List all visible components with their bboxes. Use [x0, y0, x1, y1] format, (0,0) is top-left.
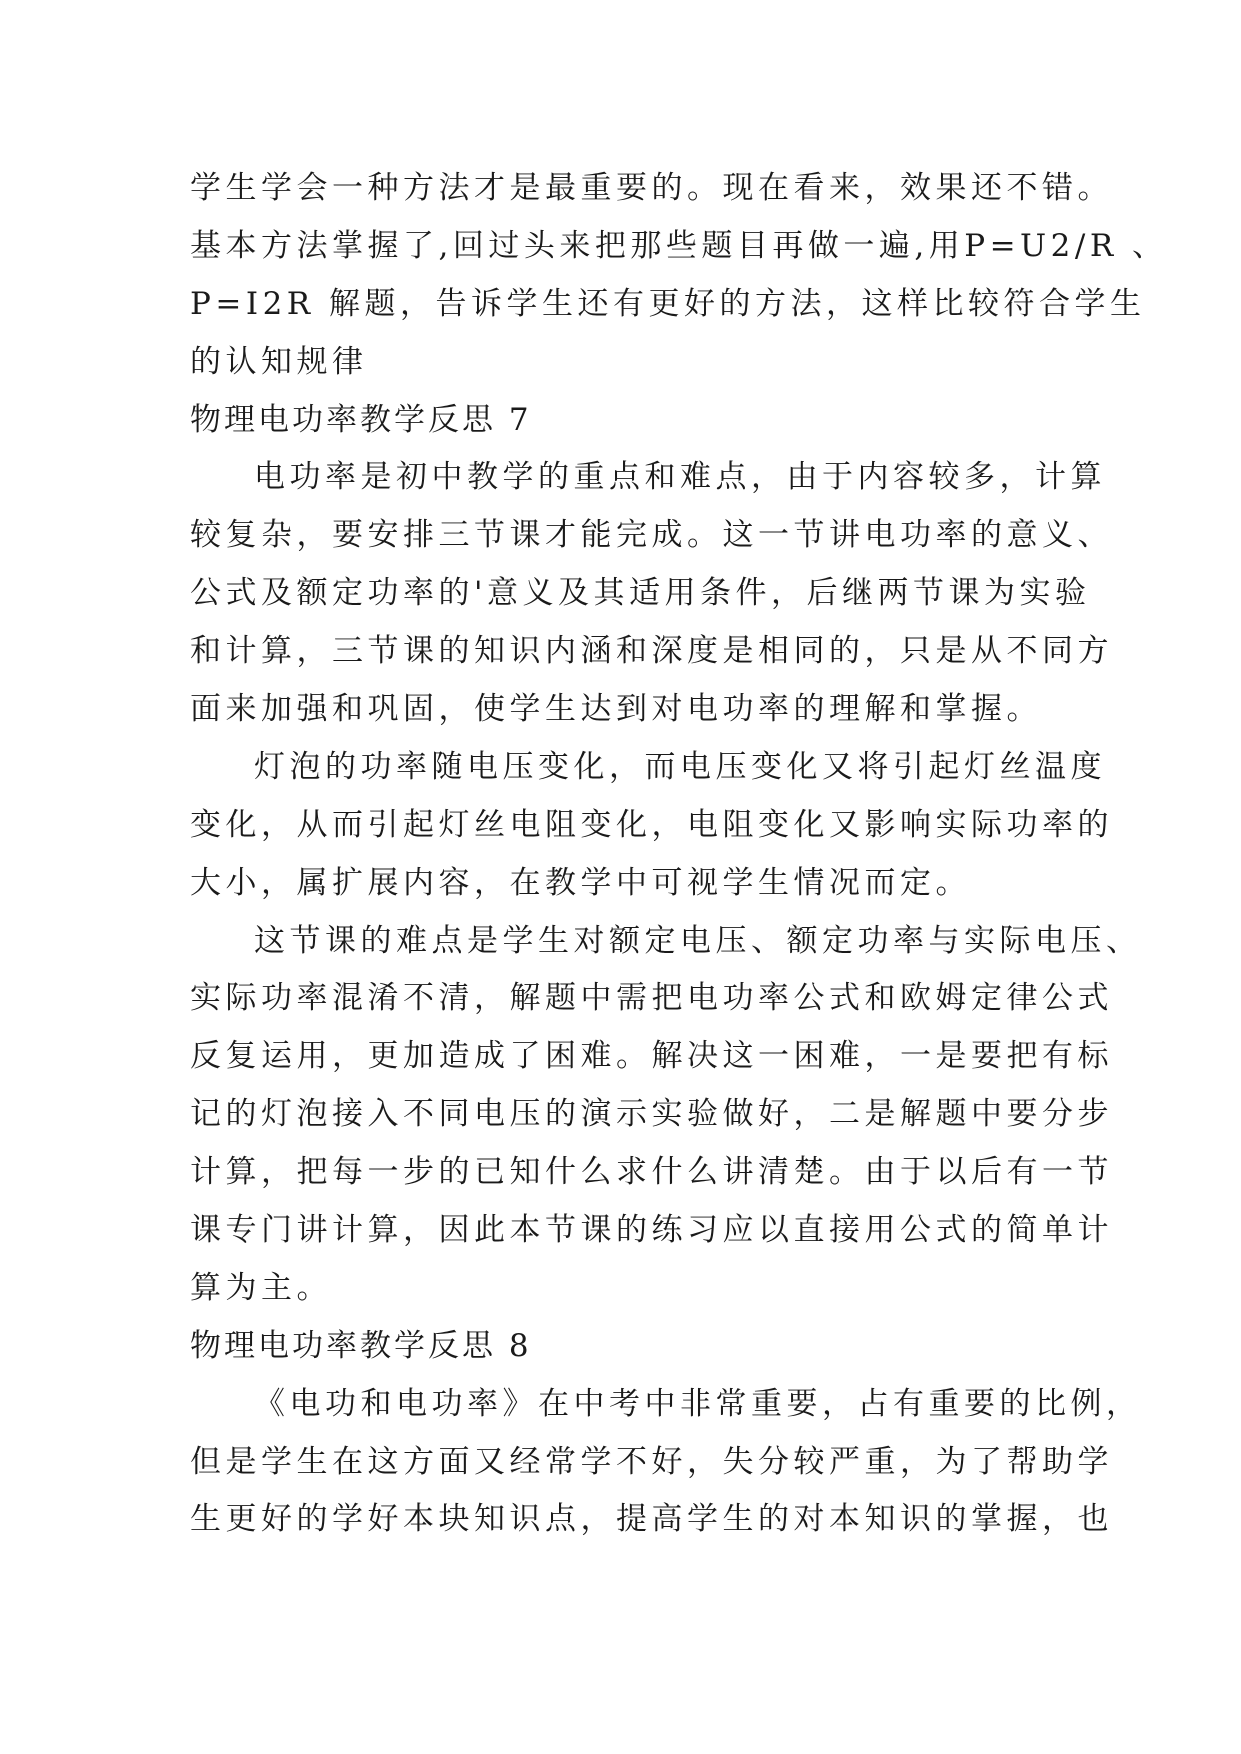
text-line: 课专门讲计算，因此本节课的练习应以直接用公式的简单计: [190, 1212, 1113, 1249]
text-line: 反复运用，更加造成了困难。解决这一困难，一是要把有标: [190, 1038, 1113, 1075]
text-line: 这节课的难点是学生对额定电压、额定功率与实际电压、: [254, 922, 1142, 959]
text-line: 《电功和电功率》在中考中非常重要，占有重要的比例，: [254, 1385, 1142, 1422]
text-line: 变化，从而引起灯丝电阻变化，电阻变化又影响实际功率的: [190, 806, 1113, 843]
text-line: 记的灯泡接入不同电压的演示实验做好，二是解题中要分步: [190, 1096, 1113, 1133]
text-line: 生更好的学好本块知识点，提高学生的对本知识的掌握，也: [190, 1501, 1113, 1538]
text-line: 大小，属扩展内容，在教学中可视学生情况而定。: [190, 864, 971, 901]
text-line: 的认知规律: [190, 343, 368, 380]
text-line: 灯泡的功率随电压变化，而电压变化又将引起灯丝温度: [254, 748, 1106, 785]
text-line: 公式及额定功率的'意义及其适用条件，后继两节课为实验: [190, 575, 1091, 612]
text-line: 但是学生在这方面又经常学不好，失分较严重，为了帮助学: [190, 1443, 1113, 1480]
text-line: P=I2R 解题，告诉学生还有更好的方法，这样比较符合学生: [190, 285, 1146, 322]
section-heading: 物理电功率教学反思 8: [190, 1327, 532, 1364]
text-line: 面来加强和巩固，使学生达到对电功率的理解和掌握。: [190, 691, 1042, 728]
section-heading: 物理电功率教学反思 7: [190, 401, 532, 438]
document-body: [190, 160, 1168, 1549]
text-line: 较复杂，要安排三节课才能完成。这一节讲电功率的意义、: [190, 517, 1113, 554]
text-line: 实际功率混淆不清，解题中需把电功率公式和欧姆定律公式: [190, 980, 1113, 1017]
text-line: 算为主。: [190, 1269, 332, 1306]
text-line: 计算，把每一步的已知什么求什么讲清楚。由于以后有一节: [190, 1154, 1113, 1191]
text-line: 和计算，三节课的知识内涵和深度是相同的，只是从不同方: [190, 633, 1113, 670]
text-line: 电功率是初中教学的重点和难点，由于内容较多，计算: [254, 459, 1106, 496]
text-line: 基本方法掌握了,回过头来把那些题目再做一遍,用P=U2/R 、: [190, 227, 1168, 264]
text-line: 学生学会一种方法才是最重要的。现在看来，效果还不错。: [190, 170, 1113, 206]
